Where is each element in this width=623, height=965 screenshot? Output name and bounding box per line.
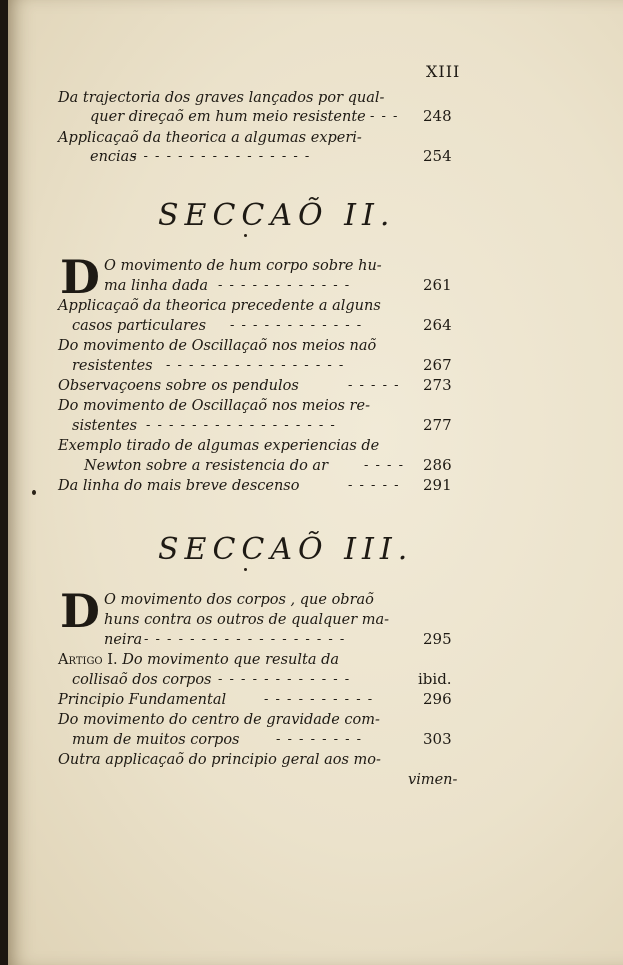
drop-cap: D [60,250,100,304]
section-heading: SECCAÕ III. [158,532,414,567]
toc-entry-line: Outra applicaçaõ do principio geral aos mo- [58,752,381,768]
section-intro-line: O movimento dos corpos , que obraõ [104,592,374,608]
artigo-heading-line [58,650,339,670]
toc-entry-line: mum de muitos corpos [72,732,240,748]
toc-entry-line: Da trajectoria dos graves lançados por qual- [58,90,385,106]
artigo-label: Artigo I. [58,652,118,668]
toc-entry-line: Newton sobre a resistencia do ar [84,458,329,474]
toc-entry-line: sistentes [72,418,138,434]
toc-entry-line: Da linha do mais breve descenso [58,478,300,494]
leader-dots: - - - - - [348,478,400,493]
toc-entry-line: casos particulares [72,318,207,334]
leader-dots: - - - - - - - - - - [264,692,374,707]
section-intro-line: O movimento de hum corpo sobre hu- [104,258,382,274]
section-heading: SECCAÕ II. [158,198,396,233]
leader-dots: - - - - - - - - - - - - [230,318,363,333]
toc-entry-line: Do movimento de Oscillaçaõ nos meios re- [58,398,370,414]
toc-entry-line: encias [90,149,137,165]
page-number: 295 [423,630,452,648]
page-number: 296 [423,690,452,708]
section-intro-line: neira [104,632,143,648]
page-number: 254 [423,147,452,165]
leader-dots: - - - - - - - - - - - - [218,672,351,687]
leader-dots: - - - - - - - - - - - - - - - - [166,358,345,373]
leader-dots: - - - - - - - - - - - - - - - - - [146,418,337,433]
page-number: 264 [423,316,452,334]
toc-entry-line: vimen- [408,772,458,788]
toc-entry-line: resistentes [72,358,153,374]
page-number: 291 [423,476,452,494]
page-folio: XIII [426,62,461,81]
page-number: 261 [423,276,452,294]
ink-speck [32,490,36,495]
page-number: 286 [423,456,452,474]
leader-dots: - - - [370,109,399,124]
leader-dots: - - - - - - - - - - - - - - - - - - [144,632,346,647]
toc-entry-line: collisaõ dos corpos [72,672,212,688]
page-number: 273 [423,376,452,394]
toc-entry-line: Observaçoens sobre os pendulos [58,378,299,394]
page-number: 303 [423,730,452,748]
toc-entry-line: Exemplo tirado de algumas experiencias de [58,438,380,454]
toc-entry-line: Do movimento de Oscillaçaõ nos meios naõ [58,338,377,354]
page-number: 267 [423,356,452,374]
drop-cap: D [60,584,100,638]
toc-entry-line: Do movimento do centro de gravidade com- [58,712,380,728]
page-number: ibid. [418,670,452,688]
leader-dots: - - - - - - - - - - - - - - - - [132,149,311,164]
toc-entry-line: Applicaçaõ da theorica precedente a alguns [58,298,381,314]
page-number: 277 [423,416,452,434]
toc-entry-line: Applicaçaõ da theorica a algumas experi- [58,130,362,146]
ink-speck [244,234,247,237]
section-intro-line: huns contra os outros de qualquer ma- [104,612,390,628]
ink-speck [244,568,247,571]
book-page [8,0,623,965]
leader-dots: - - - - [364,458,405,473]
toc-entry-line: Principio Fundamental [58,692,227,708]
toc-entry-line: quer direçaõ em hum meio resistente [90,109,366,125]
leader-dots: - - - - - - - - [276,732,363,747]
section-intro-line: ma linha dada [104,278,209,294]
leader-dots: - - - - - - - - - - - - [218,278,351,293]
leader-dots: - - - - - [348,378,400,393]
page-number: 248 [423,107,452,125]
artigo-title: Do movimento que resulta da [122,652,340,668]
